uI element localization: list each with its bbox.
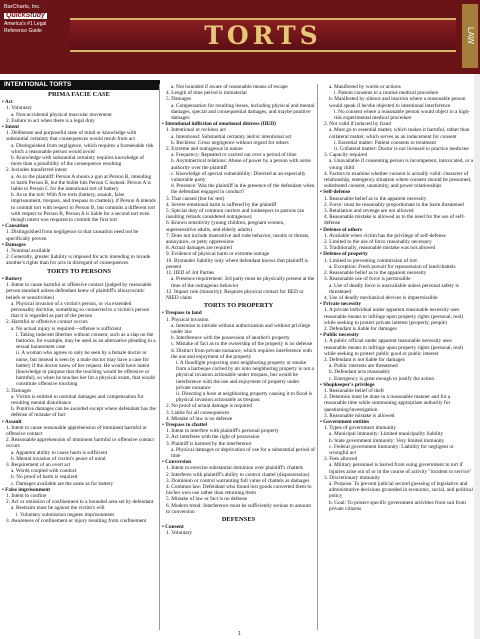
- outline-line: 2. Detention must be done in a reasonable manner and for a reasonable time while summoning appropriate authority for questioning/investigation: [324, 394, 451, 413]
- section-heading-intentional-torts: INTENTIONAL TORTS: [0, 80, 160, 90]
- outline-line: b. Reckless: Gross negligence without regard for others: [171, 139, 289, 146]
- outline-line: a. Municipal immunity: Limited municipality liability: [329, 431, 444, 438]
- outline-line: 12. Impact rule (minority): Requires physical contact for IIED or NIED claim: [166, 288, 304, 301]
- outline-line: 3. Liable for all consequences: [166, 409, 230, 416]
- outline-line: a. Use of deadly force is unavailable unless personal safety is threatened: [329, 282, 459, 295]
- outline-line: 5. Mistake of law or fact is no defense: [166, 496, 248, 503]
- col2-block2: [162, 310, 315, 515]
- outline-line: ii. Directing a hose at neighboring property causing it to flood is physical invasion actionable as trespass: [176, 390, 313, 404]
- outline-line: 1. A private individual under apparent reasonable necessity uses reasonable means to infringe upon property rights (personal, real) while seeking to protect private interest (property, people): [324, 307, 463, 326]
- outline-line: a. Distinguished from negligence, which requires a foreseeable risk which a reasonable person would avoid: [11, 142, 154, 155]
- page-title: TORTS: [204, 21, 322, 50]
- outline-line: 10. Bystander liability only where defendant knows that plaintiff is present: [166, 257, 309, 270]
- outline-line: 1. Nominal available: [6, 248, 51, 255]
- outline-line: 2. Not valid if induced by fraud: [324, 121, 391, 128]
- outline-line: 1. Limited to preventing commission of tort: [324, 257, 417, 264]
- outline-line: 1. Intentional or reckless act: [166, 127, 226, 134]
- outline-line: 1. Intent to cause reasonable apprehension of imminent harmful or offensive contact: [6, 424, 147, 437]
- outline-line: 2. Includes transferred intent: [6, 167, 67, 174]
- outline-line: 3. Discretionary immunity: [324, 474, 381, 481]
- footer: [0, 631, 480, 639]
- outline-line: • False imprisonment: [2, 486, 51, 493]
- outline-line: b. Punitive damages can be awarded except where defendant has the defense of mistake of fact: [11, 406, 156, 419]
- column-1: [2, 90, 156, 524]
- outline-line: 1. Intent to exercise substantial dominion over plaintiff's chattels: [166, 465, 303, 472]
- outline-line: 3. Damages: [6, 387, 32, 394]
- outline-line: a. Physical damages or deprivation of use for a substantial period of time: [171, 446, 315, 459]
- title-band: [70, 18, 456, 52]
- outline-line: • Act: [2, 99, 13, 106]
- outline-line: 1. Distinguished from negligence in that causation need not be specifically proven: [6, 229, 139, 242]
- column-divider: [317, 84, 318, 630]
- outline-line: • Public necessity: [320, 332, 359, 339]
- outline-line: 3. Awareness of confinement or injury resulting from confinement: [6, 517, 147, 524]
- outline-line: 2. Reasonable apprehension of imminent harmful or offensive contact occurs: [6, 437, 155, 450]
- outline-line: • Causation: [2, 223, 29, 230]
- outline-line: i. Taking indecent liberties without consent, such as a slap on the buttocks, for example, may be used as an alternative pleading in a sexual harassment case: [16, 331, 156, 351]
- company-name: BarCharts, Inc.: [4, 4, 41, 10]
- page-number: 1: [238, 631, 241, 637]
- outline-line: a. Manifested by words or actions: [329, 84, 401, 90]
- outline-line: 9. Evidence of physical harm or extreme outrage: [166, 251, 270, 258]
- heading-torts-to-persons: TORTS TO PERSONS: [46, 267, 112, 275]
- outline-line: 5. Damages: [166, 96, 192, 103]
- outline-line: 3. Traditionally, reasonable mistake was not allowed: [324, 245, 436, 252]
- outline-line: a. Apparent ability to cause harm is sufficient: [11, 449, 108, 456]
- outline-line: i. Patient consents to a routine medical procedure: [334, 90, 439, 97]
- outline-line: a. Exception: Fresh pursuit for repossession of land/chattels: [329, 263, 456, 270]
- outline-line: a. As to the plaintiff: Person A shoots a gun at Person B, intending to harm Person B, but the bullet hits Person C instead. Person A is liable to Person C for the intentional tort of battery: [11, 173, 152, 193]
- outline-line: 3. That caused (but for test): [166, 195, 225, 202]
- outline-line: 1. Voluntary: [166, 530, 192, 537]
- outline-line: • Defense of others: [320, 226, 363, 233]
- outline-line: 4. Common law: Defendant who found lost goods converted them to his/her own use rather than returning them: [166, 484, 312, 497]
- outline-line: • Self-defense: [320, 189, 351, 196]
- outline-line: c. Knowledge of special vulnerability: Directed at an especially vulnerable party: [171, 170, 306, 184]
- col1-block2: [2, 276, 156, 524]
- outline-line: a. Must go to essential matter, which makes it harmful, rather than collateral matter, which serves as an inducement for consent: [329, 127, 470, 140]
- outline-line: 3. Plaintiff is harmed by the interference: [166, 440, 252, 447]
- outline-line: • Defense of property: [320, 251, 368, 258]
- column-3: [320, 84, 474, 512]
- outline-line: a. Physical invasion of a victim's person, or via extended personality doctrine, something so connected to a victim's person that it is regarded as part of the person: [11, 300, 150, 320]
- heading-torts-to-property: TORTS TO PROPERTY: [203, 302, 274, 310]
- outline-line: b. No proof of harm is required: [11, 474, 78, 481]
- outline-line: 1. Voluntary: [6, 105, 32, 112]
- outline-line: 4. Mistake of law is no defense: [166, 415, 233, 422]
- law-tab: LAW: [462, 4, 478, 68]
- outline-line: • Assault: [2, 418, 22, 425]
- outline-line: 1. Reasonable belief of theft: [324, 387, 384, 394]
- outline-line: 2. Limited to the use of force reasonably necessary: [324, 239, 432, 246]
- outline-line: a. Public interests are threatened: [329, 363, 398, 370]
- outline-line: b. Goal: To protect specific government activities from suit from private citizens: [329, 499, 466, 512]
- series-logo: QuickStudy: [6, 11, 45, 19]
- outline-line: i. Essential matter: Patient consents to treatment: [334, 139, 436, 146]
- outline-line: a. Frequency: Repeated or carried out over a period of time: [171, 152, 297, 159]
- outline-line: 1. Reasonable belief as to the apparent necessity: [324, 195, 427, 202]
- heading-prima-facie: PRIMA FACIE CASE: [48, 91, 110, 98]
- outline-line: 3. Retaliation and revenge are not allowed: [324, 208, 414, 215]
- outline-line: 8. Actual damages are required: [166, 245, 232, 252]
- outline-line: i. No consent where a reasonable person would object to a high-risk experimental medical procedure: [334, 108, 470, 122]
- side-stripe: [474, 74, 480, 639]
- column-divider: [159, 84, 160, 630]
- outline-line: 4. Length of time period is immaterial: [166, 90, 247, 97]
- outline-line: a. Purpose: To prevent judicial second guessing of legislative and administrative decisions grounded in economic, social, and political policy: [329, 481, 474, 500]
- outline-line: 2. Defendant is liable for damages: [324, 325, 397, 332]
- outline-line: 6. Known sensitivity (young children, pregnant women, supersensitive adults, and elderly adults): [166, 220, 285, 233]
- outline-line: a. Intentional: Substantial certainty and/or intentional act: [171, 133, 292, 140]
- outline-line: b. Defendant acts reasonably: [329, 369, 391, 376]
- outline-line: d. Presence: Was the plaintiff in the presence of the defendant when the defendant engaged in conduct?: [171, 183, 315, 196]
- outline-line: a. Intention to intrude without authorization and without privilege under law: [171, 322, 311, 335]
- col2-block3: [162, 524, 315, 536]
- outline-line: a. No actual injury is required—offense is sufficient: [11, 325, 122, 332]
- column-2: [162, 84, 315, 537]
- outline-line: 2. Generally, greater liability is imposed for acts intending to invade another's rights than for acts in disregard of consequences: [6, 254, 151, 267]
- outline-line: 4. Factors to examine whether consent is actually valid: character of relationship, emergency situation where consent should be presumed, substituted consent, unanimity, and power relationships: [324, 170, 472, 190]
- outline-line: b. Mental invasion of victim's peace of mind: [11, 455, 106, 462]
- outline-line: 2. Extreme and outrageous in nature: [166, 146, 243, 153]
- outline-line: • Consent: [162, 524, 184, 531]
- outline-line: 7. Does not include insensitive and rude behavior, insults or threats, annoyance, or petty oppressions: [166, 232, 310, 246]
- outline-line: a. Not bounded if aware of reasonable means of escape: [171, 84, 288, 90]
- outline-line: 5. Special duty of common carriers and innkeepers to patrons (an insulting remark considered outrageous): [166, 208, 305, 221]
- outline-line: b. State government immunity: Very limited immunity: [329, 437, 445, 444]
- outline-line: 3. Dominion or control warranting full value of chattels as damages: [166, 477, 310, 484]
- brand-block: [4, 4, 66, 34]
- outline-line: 1. Intent to cause harmful or offensive contact (judged by reasonable person standard unless defendant knew of plaintiff's idiosyncratic beliefs or sensitivities): [6, 282, 152, 301]
- outline-line: 1. Available when victim has the privilege of self-defense: [324, 232, 446, 239]
- outline-line: • Trespass to chattel: [162, 421, 207, 428]
- outline-line: a. Words coupled with conduct: [11, 468, 77, 475]
- outline-line: 3. Reasonable mistake is allowed: [324, 412, 395, 419]
- outline-line: • Private necessity: [320, 301, 361, 308]
- outline-line: 3. Requirement of an overt act: [6, 461, 71, 468]
- outline-line: 2. Failure to act when there is a legal duty: [6, 117, 95, 124]
- outline-line: a. Military personnel is barred from suing government in tort if injuries arise out of or in the course of activity "incident to service": [329, 462, 472, 475]
- col2-block1: [162, 84, 315, 301]
- outline-line: b. As to the tort: With five torts (battery, assault, false imprisonment, trespass, and trespass to chattels), if Person A intends to commit tort with respect to Person B, but commits a different tort with respect to Person B, Person A is liable for a second tort even though intent was required to commit the first tort: [11, 192, 156, 224]
- outline-line: b. Manifested by silence and inaction where a reasonable person would speak if he/she objected to intentional interference: [329, 96, 466, 109]
- outline-line: 2. Interferes with plaintiff's ability to control chattel (dispossession): [166, 471, 310, 478]
- outline-line: 2. Act or omission of confinement to a bounded area set by defendant: [6, 499, 154, 506]
- outline-line: 1. Physical invasion: [166, 316, 209, 323]
- outline-line: • Trespass to land: [162, 310, 202, 317]
- outline-line: c. Federal government immunity: Liability for negligent or wrongful act: [329, 443, 454, 456]
- outline-line: 2. Defendant is not liable for damages: [324, 356, 405, 363]
- outline-line: 2. Harmful or offensive contact occurs: [6, 319, 88, 326]
- outline-line: 11. IIED of 3rd Parties: [166, 270, 215, 277]
- outline-line: • Intent: [2, 124, 20, 131]
- col1-block1: [2, 99, 156, 266]
- outline-line: • Intentional infliction of emotional distress (IIED): [162, 121, 276, 128]
- outline-line: a. Victim is entitled to nominal damages and compensation for resulting mental disturbance: [11, 393, 144, 406]
- outline-line: 4. Reasonable mistake is allowed as to the need for the use of self-defense: [324, 214, 465, 227]
- outline-line: 2. Fees allowed: [324, 456, 358, 463]
- outline-line: 6. Modern trend: Interference must be sufficiently serious to amount to conversion: [166, 502, 311, 515]
- header-banner: [0, 0, 480, 74]
- outline-line: a. Unavailable if consenting person is incompetent, intoxicated, or a young child: [329, 158, 474, 171]
- outline-line: 4. Use of deadly mechanical devices is impermissible: [324, 294, 438, 301]
- outline-line: b. Knowledge with substantial certainty requires knowledge of more than a possibility of the consequence resulting: [11, 155, 144, 168]
- outline-line: c. Emergency is great enough to justify the action: [329, 375, 435, 382]
- outline-line: 4. Severe emotional harm is suffered by the plaintiff: [166, 201, 277, 208]
- outline-line: a. Compensation for resulting losses, including physical and mental damages, special and consequential damages, and maybe punitive damages: [171, 102, 315, 122]
- col3-block: [320, 84, 474, 512]
- tagline: America's #1 Legal Reference Guide: [4, 21, 47, 34]
- outline-line: • Conversion: [162, 459, 192, 466]
- outline-line: c. Mistake of fact as to the ownership of the property is no defense: [171, 341, 313, 348]
- outline-line: • Battery: [2, 275, 23, 282]
- outline-line: • Shopkeeper's privilege: [320, 381, 375, 388]
- outline-line: 2. No proof of actual damage is required: [166, 403, 252, 410]
- outline-line: 3. Capacity required: [324, 152, 368, 159]
- outline-line: i. Voluntary submission negates imprisonment: [16, 511, 114, 518]
- outline-line: c. Damages available are the same as for battery: [11, 480, 114, 487]
- outline-line: • Damages: [2, 241, 26, 248]
- outline-line: d. Distinct from private nuisance, which requires interference with the use and enjoyment of the property: [171, 347, 312, 360]
- outline-line: a. Presence requirement: 3rd party must be physically present at the time of the outrageous behavior: [171, 276, 315, 289]
- outline-line: a. Non-accidental physical muscular movement: [11, 111, 112, 118]
- outline-line: a. Restraint must be against the victim's will: [11, 505, 105, 512]
- outline-line: 1. Deliberate and purposeful state of mind or knowledge with substantial certainty that consequences would result from act: [6, 130, 137, 143]
- outline-line: 1. Types of government immunity: [324, 425, 397, 432]
- outline-line: 1. Intent to confine: [6, 493, 47, 499]
- heading-defenses: DEFENSES: [221, 516, 256, 524]
- outline-line: • Government entities: [320, 418, 370, 425]
- outline-line: 1. A public official under apparent reasonable necessity uses reasonable means to infringe upon property rights (personal, real) while seeking to protect public good or public interest: [324, 338, 463, 357]
- outline-line: ii. Collateral matter: Doctor is not licensed to practice medicine: [334, 146, 469, 153]
- outline-line: 3. Reasonable use of force is permissible: [324, 276, 411, 283]
- outline-line: i. A floodlight projecting onto neighboring property or smoke from a barbeque carried by air onto neighboring property is not a physical invasion actionable under trespass, but would be interference with the use and enjoyment of property under private nuisance: [176, 359, 314, 391]
- outline-line: b. Interference with the possession of another's property: [171, 335, 290, 342]
- outline-line: ii. A woman who agrees to only be seen by a female doctor or nurse, but instead is seen by a male doctor may have a case for battery if the doctor knew of her request. He would have intent (knowledge or purpose that the touching would be offensive or harmful), so when he touches her for a physical exam, that would constitute offensive touching: [16, 350, 155, 388]
- outline-line: 2. Reasonable belief as to the apparent necessity: [324, 270, 427, 277]
- outline-line: 2. Force: must be reasonably proportionate to the harm threatened: [324, 201, 464, 208]
- outline-line: 2. Act interferes with the right of possession: [166, 434, 260, 441]
- outline-line: 1. Intent to interfere with plaintiff's personal property: [166, 428, 279, 435]
- outline-line: b. Asymmetrical relations: Abuse of power by a person with some authority over the plaintiff: [171, 158, 311, 171]
